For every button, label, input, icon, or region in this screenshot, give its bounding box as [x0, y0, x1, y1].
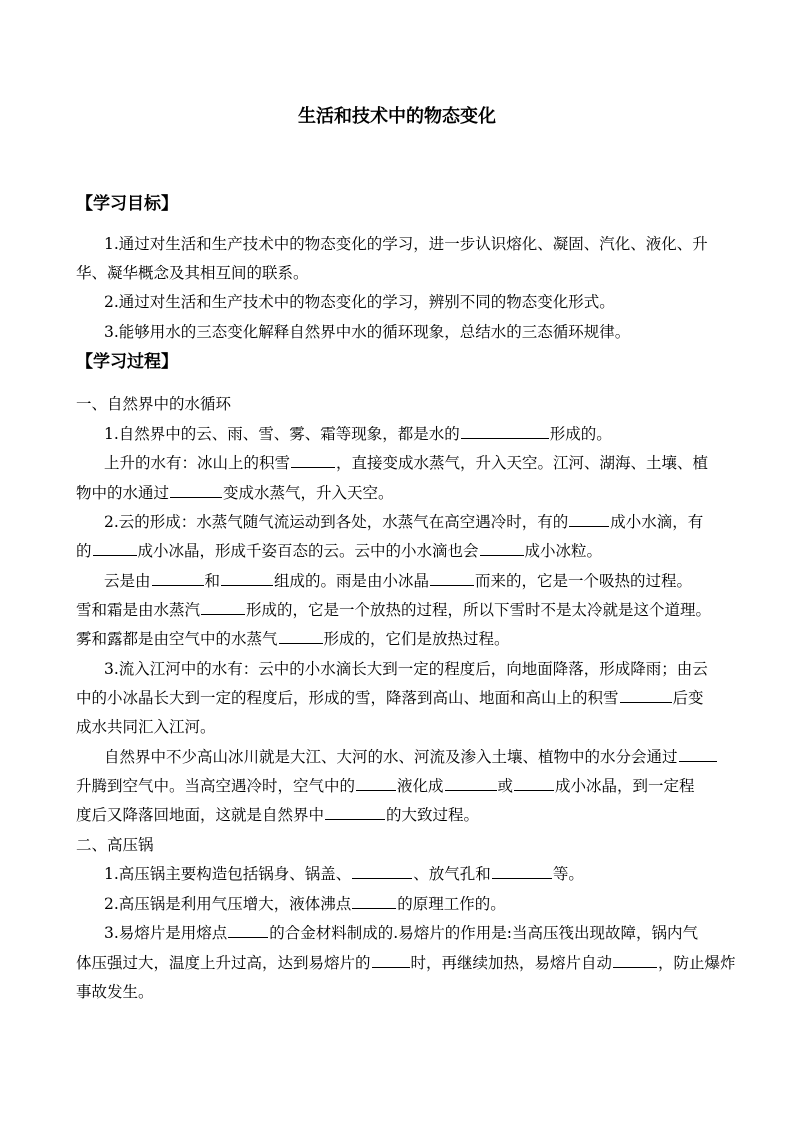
- goal-1-line-1: 1.通过对生活和生产技术中的物态变化的学习，进一步认识熔化、凝固、汽化、液化、升: [104, 235, 708, 253]
- paragraph-line: 3.流入江河中的水有：云中的小水滴长大到一定的程度后，向地面降落，形成降雨；由云: [104, 660, 708, 678]
- fill-blank[interactable]: [613, 950, 657, 968]
- fill-blank[interactable]: [352, 861, 412, 879]
- paragraph-line: 雪和霜是由水蒸汽 形成的，它是一个放热的过程，所以下雪时不是太冷就是这个道理。: [76, 596, 736, 624]
- paragraph-line: 的 成小冰晶，形成千姿百态的云。云中的小水滴也会 成小冰粒。: [76, 537, 736, 565]
- fill-blank[interactable]: [325, 802, 385, 820]
- fill-blank[interactable]: [221, 568, 273, 586]
- part1-heading: 一、自然界中的水循环: [76, 395, 232, 413]
- fill-blank[interactable]: [170, 480, 222, 498]
- section-heading-process: 【学习过程】: [76, 352, 178, 372]
- paragraph-line: 体压强过大，温度上升过高，达到易熔片的 时，再继续加热，易熔片自动 ，防止爆炸: [76, 949, 736, 977]
- paragraph-line: 成水共同汇入江河。: [76, 718, 216, 736]
- fill-blank[interactable]: [352, 891, 396, 909]
- fill-blank[interactable]: [279, 626, 323, 644]
- page-title: 生活和技术中的物态变化: [298, 106, 496, 127]
- fill-blank[interactable]: [201, 597, 245, 615]
- fill-blank[interactable]: [430, 568, 474, 586]
- paragraph-line: 2.高压锅是利用气压增大，液体沸点 的原理工作的。: [104, 890, 736, 918]
- fill-blank[interactable]: [480, 538, 524, 556]
- paragraph-line: 事故发生。: [76, 983, 154, 1001]
- fill-blank[interactable]: [492, 861, 552, 879]
- fill-blank[interactable]: [461, 421, 549, 439]
- goal-1-line-2: 华、凝华概念及其相互间的联系。: [76, 264, 309, 282]
- goal-3: 3.能够用水的三态变化解释自然界中水的循环现象，总结水的三态循环规律。: [104, 323, 631, 341]
- paragraph-line: 雾和露都是由空气中的水蒸气 形成的，它们是放热过程。: [76, 625, 736, 653]
- paragraph-line: 中的小冰晶长大到一定的程度后，形成的雪，降落到高山、地面和高山上的积雪 后变: [76, 684, 736, 712]
- paragraph-line: 云是由 和 组成的。雨是由小冰晶 而来的，它是一个吸热的过程。: [104, 567, 736, 595]
- fill-blank[interactable]: [445, 773, 497, 791]
- paragraph-line: 上升的水有：冰山上的积雪 ，直接变成水蒸气，升入天空。江河、湖海、土壤、植: [104, 449, 736, 477]
- fill-blank[interactable]: [228, 920, 268, 938]
- fill-blank[interactable]: [356, 773, 396, 791]
- paragraph-line: 度后又降落回地面，这就是自然界中 的大致过程。: [76, 801, 736, 829]
- paragraph-line: 3.易熔片是用熔点 的合金材料制成的.易熔片的作用是:当高压筏出现故障，锅内气: [104, 919, 736, 947]
- part2-heading: 二、高压锅: [76, 836, 154, 854]
- fill-blank[interactable]: [679, 744, 717, 762]
- paragraph-line: 2.云的形成：水蒸气随气流运动到各处，水蒸气在高空遇冷时，有的 成小水滴，有: [104, 508, 736, 536]
- fill-blank[interactable]: [291, 450, 335, 468]
- paragraph-line: 1.高压锅主要构造包括锅身、锅盖、 、放气孔和 等。: [104, 860, 736, 888]
- paragraph-line: 1.自然界中的云、雨、雪、雾、霜等现象，都是水的 形成的。: [104, 420, 736, 448]
- section-heading-goals: 【学习目标】: [76, 194, 178, 214]
- goal-2: 2.通过对生活和生产技术中的物态变化的学习，辨别不同的物态变化形式。: [104, 293, 615, 311]
- paragraph-line: 物中的水通过 变成水蒸气，升入天空。: [76, 479, 736, 507]
- fill-blank[interactable]: [514, 773, 554, 791]
- fill-blank[interactable]: [620, 685, 672, 703]
- fill-blank[interactable]: [569, 509, 609, 527]
- paragraph-line: 升腾到空气中。当高空遇冷时，空气中的 液化成 或 成小冰晶，到一定程: [76, 772, 736, 800]
- fill-blank[interactable]: [152, 568, 204, 586]
- paragraph-line: 自然界中不少高山冰川就是大江、大河的水、河流及渗入土壤、植物中的水分会通过: [104, 743, 736, 771]
- fill-blank[interactable]: [372, 950, 410, 968]
- fill-blank[interactable]: [93, 538, 137, 556]
